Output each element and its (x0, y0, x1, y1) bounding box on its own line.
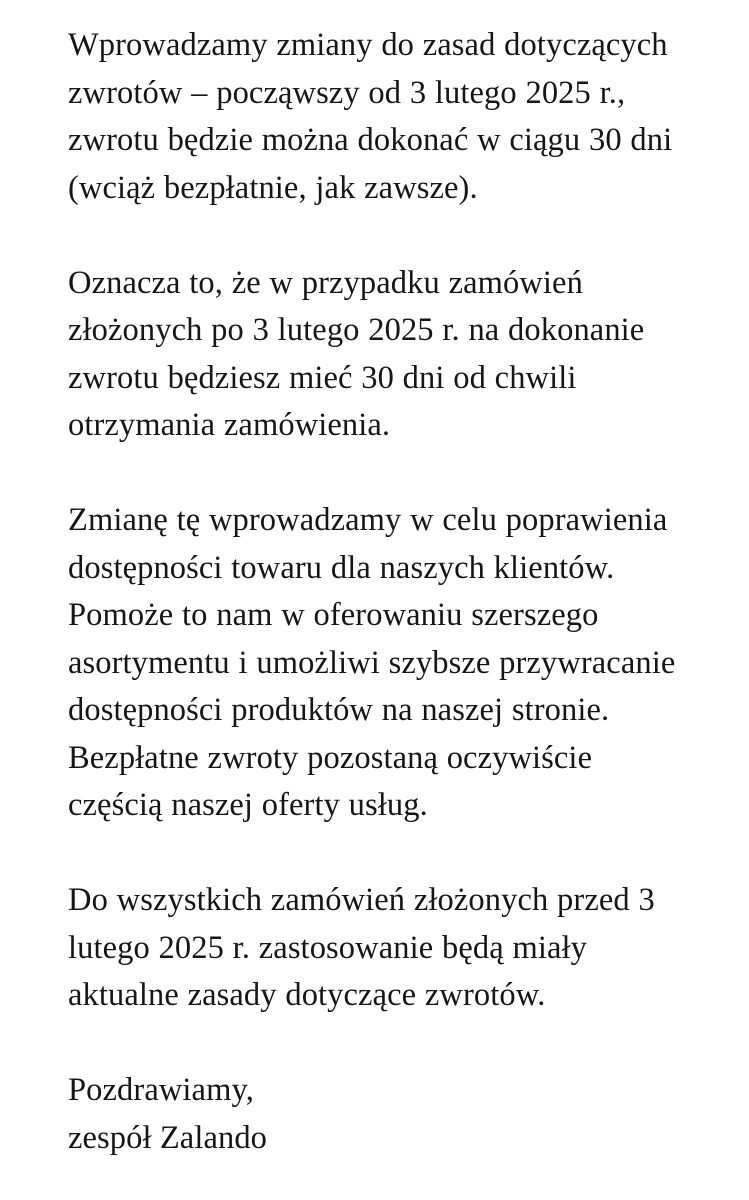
paragraph-policy-change-meaning: Oznacza to, że w przypadku zamówień złożonych po 3 lutego 2025 r. na dokonanie zwrotu będziesz mieć 30 dni od chwili otrzymania zamówienia. (68, 264, 645, 443)
message-body (68, 22, 689, 1162)
paragraph-policy-change-legacy-orders: Do wszystkich zamówień złożonych przed 3 lutego 2025 r. zastosowanie będą miały aktualne zasady dotyczące zwrotów. (68, 882, 655, 1013)
signature-sender: zespół Zalando (68, 1119, 268, 1156)
signature-closing: Pozdrawiamy, (68, 1072, 254, 1108)
paragraph-policy-change-intro: Wprowadzamy zmiany do zasad dotyczących zwrotów – począwszy od 3 lutego 2025 r., zwrotu będzie można dokonać w ciągu 30 dni (wciąż bezpłatnie, jak zawsze). (68, 27, 673, 206)
signature-block (68, 1067, 689, 1162)
paragraph-policy-change-reason: Zmianę tę wprowadzamy w celu poprawienia dostępności towaru dla naszych klientów. Pomoże to nam w oferowaniu szerszego asortymentu i umożliwi szybsze przywracanie dostępności produktów na naszej stronie. Bezpłatne zwroty pozostaną oczywiście częścią naszej oferty usług. (68, 502, 676, 823)
